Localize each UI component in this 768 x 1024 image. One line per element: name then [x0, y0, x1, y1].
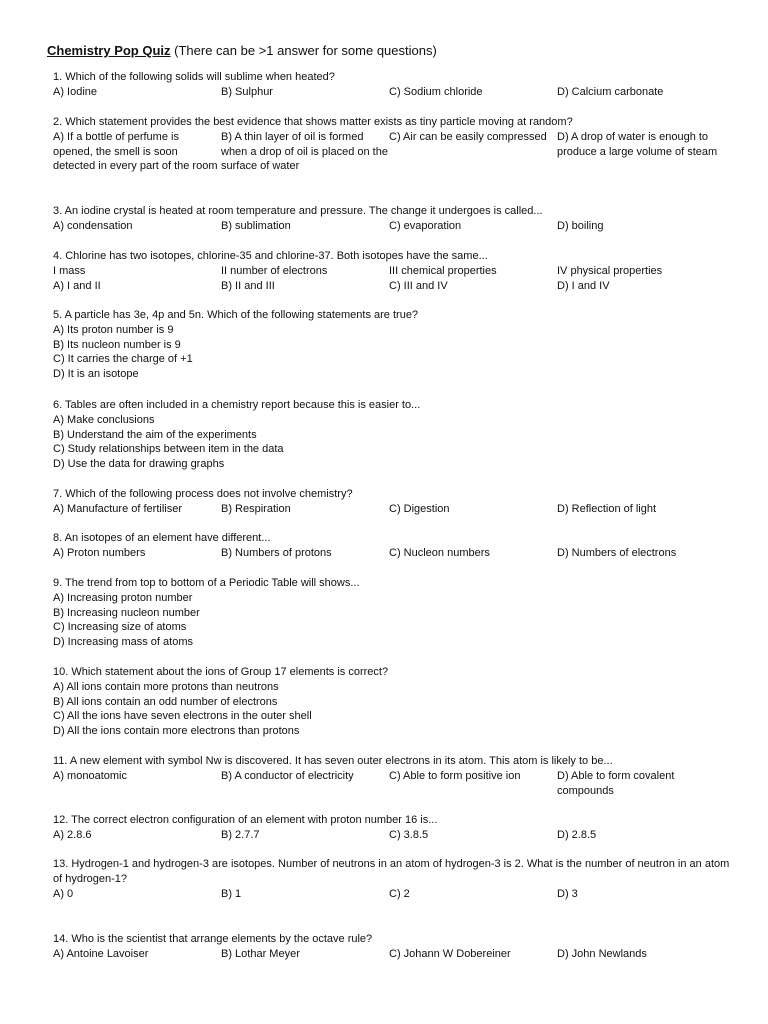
options-row — [53, 947, 733, 962]
option-a: A) 2.8.6 — [53, 828, 92, 841]
question-stem: 1. Which of the following solids will sublime when heated? — [53, 71, 335, 83]
option-b: B) Increasing nucleon number — [53, 606, 200, 619]
question-14 — [53, 932, 733, 962]
options-row — [53, 279, 733, 294]
question-stem: 13. Hydrogen-1 and hydrogen-3 are isotopes. Number of neutrons in an atom of hydrogen-3 is 2. What is the number of neutron in an atom of hydrogen-1? — [53, 858, 730, 885]
option-b: B) 1 — [221, 887, 242, 900]
option-b: B) sublimation — [221, 219, 291, 232]
option-c: C) evaporation — [389, 219, 462, 232]
statement-iv: IV physical properties — [557, 264, 663, 277]
question-5 — [53, 308, 733, 382]
question-stem: 14. Who is the scientist that arrange elements by the octave rule? — [53, 933, 373, 945]
quiz-title: Chemistry Pop Quiz — [47, 43, 171, 58]
option-a: A) 0 — [53, 887, 74, 900]
question-4 — [53, 249, 733, 293]
option-d: D) boiling — [557, 219, 604, 232]
statement-i: I mass — [53, 264, 86, 277]
page-title — [47, 43, 437, 58]
option-c: C) Digestion — [389, 502, 450, 515]
statement-ii: II number of electrons — [221, 264, 328, 277]
question-stem: 11. A new element with symbol Nw is discovered. It has seven outer electrons in its atom. This atom is likely to be... — [53, 755, 613, 767]
option-b: B) Understand the aim of the experiments — [53, 428, 257, 441]
question-stem: 5. A particle has 3e, 4p and 5n. Which of the following statements are true? — [53, 309, 419, 321]
option-b: B) Numbers of protons — [221, 546, 332, 559]
option-a: A) Iodine — [53, 85, 98, 98]
option-b: B) II and III — [221, 279, 275, 292]
option-c: C) 3.8.5 — [389, 828, 429, 841]
quiz-title-note: (There can be >1 answer for some questions) — [170, 43, 437, 58]
option-d: D) A drop of water is enough to produce a large volume of steam — [557, 130, 718, 158]
options-row — [53, 219, 733, 234]
option-c: C) Air can be easily compressed — [389, 130, 547, 143]
option-c: C) Able to form positive ion — [389, 769, 521, 782]
question-8 — [53, 531, 733, 561]
question-stem: 6. Tables are often included in a chemistry report because this is easier to... — [53, 399, 421, 411]
option-a: A) Proton numbers — [53, 546, 146, 559]
question-10 — [53, 665, 733, 739]
option-b: B) A thin layer of oil is formed when a drop of oil is placed on the surface of water — [221, 130, 388, 173]
question-6 — [53, 398, 733, 472]
option-b: B) 2.7.7 — [221, 828, 260, 841]
question-11 — [53, 754, 733, 798]
option-b: B) Sulphur — [221, 85, 273, 98]
option-c: C) It carries the charge of +1 — [53, 353, 193, 366]
question-stem: 2. Which statement provides the best evidence that shows matter exists as tiny particle moving at random? — [53, 116, 573, 128]
option-d: D) 2.8.5 — [557, 828, 597, 841]
option-d: D) It is an isotope — [53, 368, 139, 381]
option-d: D) All the ions contain more electrons than protons — [53, 725, 300, 738]
options-row — [53, 130, 733, 174]
option-a: A) Increasing proton number — [53, 591, 193, 604]
question-stem: 8. An isotopes of an element have different... — [53, 532, 271, 544]
question-stem: 10. Which statement about the ions of Group 17 elements is correct? — [53, 666, 389, 678]
option-d: D) Able to form covalent compounds — [557, 769, 675, 797]
question-stem: 12. The correct electron configuration of an element with proton number 16 is... — [53, 814, 438, 826]
option-b: B) All ions contain an odd number of electrons — [53, 695, 278, 708]
option-b: B) Lothar Meyer — [221, 947, 300, 960]
question-13 — [53, 857, 733, 901]
option-c: C) Johann W Dobereiner — [389, 947, 511, 960]
option-a: A) Manufacture of fertiliser — [53, 502, 182, 515]
option-a: A) Its proton number is 9 — [53, 323, 174, 336]
option-c: C) Study relationships between item in the data — [53, 443, 284, 456]
option-a: A) I and II — [53, 279, 101, 292]
question-3 — [53, 204, 733, 234]
statements-row — [53, 264, 733, 279]
options-row — [53, 546, 733, 561]
options-row — [53, 769, 733, 799]
option-b: B) Its nucleon number is 9 — [53, 338, 181, 351]
option-d: D) 3 — [557, 887, 578, 900]
option-d: D) I and IV — [557, 279, 610, 292]
option-a: A) If a bottle of perfume is opened, the smell is soon detected in every part of the room — [53, 130, 218, 173]
option-b: B) A conductor of electricity — [221, 769, 354, 782]
option-c: C) Increasing size of atoms — [53, 621, 187, 634]
statement-iii: III chemical properties — [389, 264, 497, 277]
question-2 — [53, 115, 733, 174]
option-c: C) Sodium chloride — [389, 85, 483, 98]
option-c: C) Nucleon numbers — [389, 546, 490, 559]
options-row — [53, 502, 733, 517]
options-row — [53, 85, 733, 100]
option-a: A) monoatomic — [53, 769, 127, 782]
option-c: C) 2 — [389, 887, 410, 900]
question-stem: 3. An iodine crystal is heated at room temperature and pressure. The change it undergoes is called... — [53, 205, 543, 217]
option-d: D) Increasing mass of atoms — [53, 636, 193, 649]
option-c: C) III and IV — [389, 279, 448, 292]
option-a: A) Antoine Lavoiser — [53, 947, 149, 960]
question-stem: 4. Chlorine has two isotopes, chlorine-35 and chlorine-37. Both isotopes have the same... — [53, 250, 488, 262]
question-7 — [53, 487, 733, 517]
option-a: A) condensation — [53, 219, 133, 232]
option-c: C) All the ions have seven electrons in the outer shell — [53, 710, 312, 723]
option-a: A) Make conclusions — [53, 413, 155, 426]
options-row — [53, 887, 733, 902]
question-stem: 9. The trend from top to bottom of a Periodic Table will shows... — [53, 577, 360, 589]
option-d: D) John Newlands — [557, 947, 647, 960]
question-9 — [53, 576, 733, 650]
option-a: A) All ions contain more protons than neutrons — [53, 680, 279, 693]
options-row — [53, 828, 733, 843]
option-d: D) Reflection of light — [557, 502, 657, 515]
option-d: D) Numbers of electrons — [557, 546, 677, 559]
option-d: D) Use the data for drawing graphs — [53, 458, 225, 471]
question-stem: 7. Which of the following process does not involve chemistry? — [53, 488, 353, 500]
question-1 — [53, 70, 733, 100]
option-b: B) Respiration — [221, 502, 291, 515]
option-d: D) Calcium carbonate — [557, 85, 664, 98]
question-12 — [53, 813, 733, 843]
